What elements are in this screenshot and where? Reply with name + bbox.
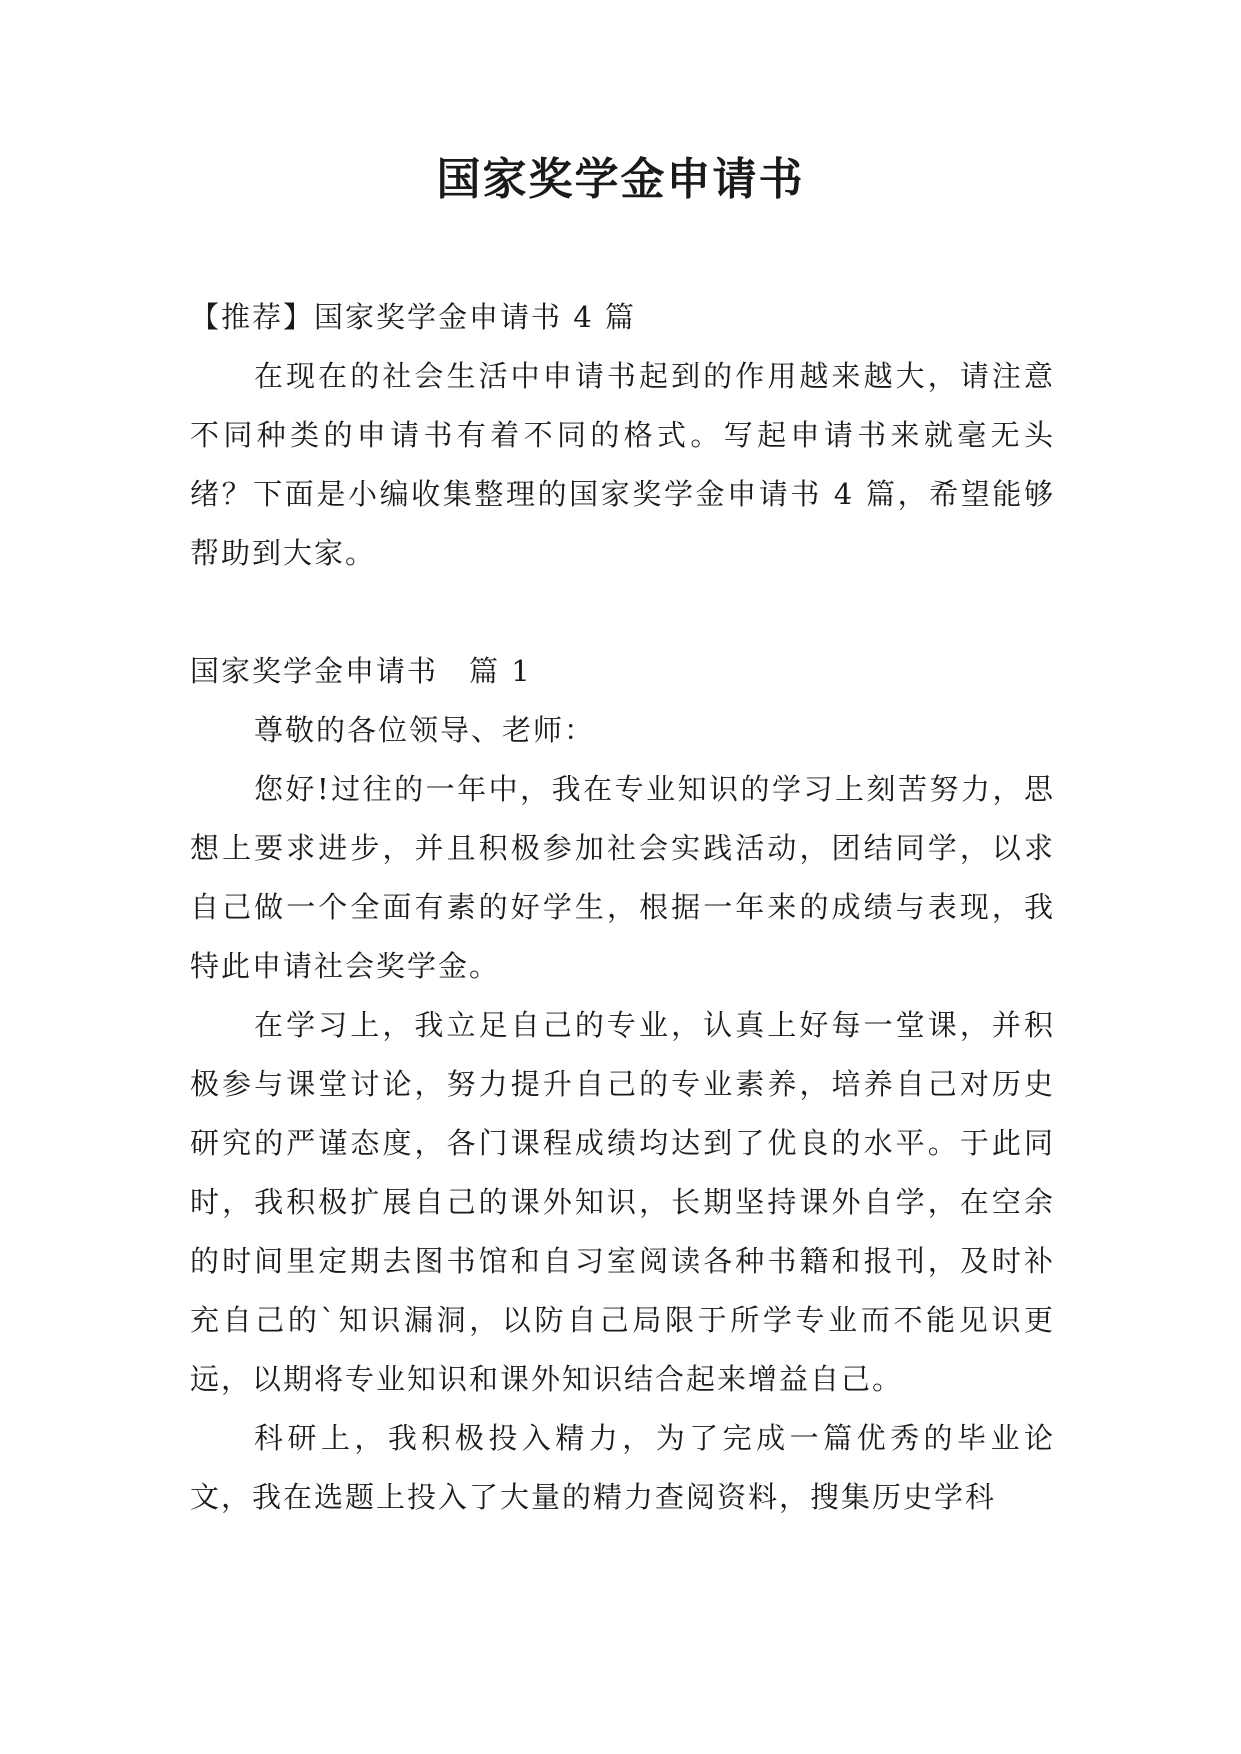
- body-paragraph: 您好!过往的一年中，我在专业知识的学习上刻苦努力，思想上要求进步，并且积极参加社会实践活动，团结同学，以求自己做一个全面有素的好学生，根据一年来的成绩与表现，我特此申请社会奖学金。: [190, 772, 1055, 983]
- document-body: [190, 288, 1055, 1527]
- intro-paragraph: 在现在的社会生活中申请书起到的作用越来越大，请注意不同种类的申请书有着不同的格式。写起申请书来就毫无头绪？下面是小编收集整理的国家奖学金申请书 4 篇，希望能够帮助到大家。: [190, 359, 1055, 570]
- body-paragraph: 在学习上，我立足自己的专业，认真上好每一堂课，并积极参与课堂讨论，努力提升自己的专业素养，培养自己对历史研究的严谨态度，各门课程成绩均达到了优良的水平。于此同时，我积极扩展自己的课外知识，长期坚持课外自学，在空余的时间里定期去图书馆和自习室阅读各种书籍和报刊，及时补充自己的`知识漏洞，以防自己局限于所学专业而不能见识更远，以期将专业知识和课外知识结合起来增益自己。: [190, 1008, 1055, 1396]
- salutation: 尊敬的各位领导、老师：: [254, 713, 596, 747]
- document-title: 国家奖学金申请书: [436, 154, 805, 205]
- spacer: [190, 583, 1055, 642]
- subtitle-line: 【推荐】国家奖学金申请书 4 篇: [190, 300, 636, 334]
- section-heading: 国家奖学金申请书 篇 1: [190, 654, 532, 688]
- body-paragraph: 科研上，我积极投入精力，为了完成一篇优秀的毕业论文，我在选题上投入了大量的精力查阅资料，搜集历史学科: [190, 1421, 1055, 1514]
